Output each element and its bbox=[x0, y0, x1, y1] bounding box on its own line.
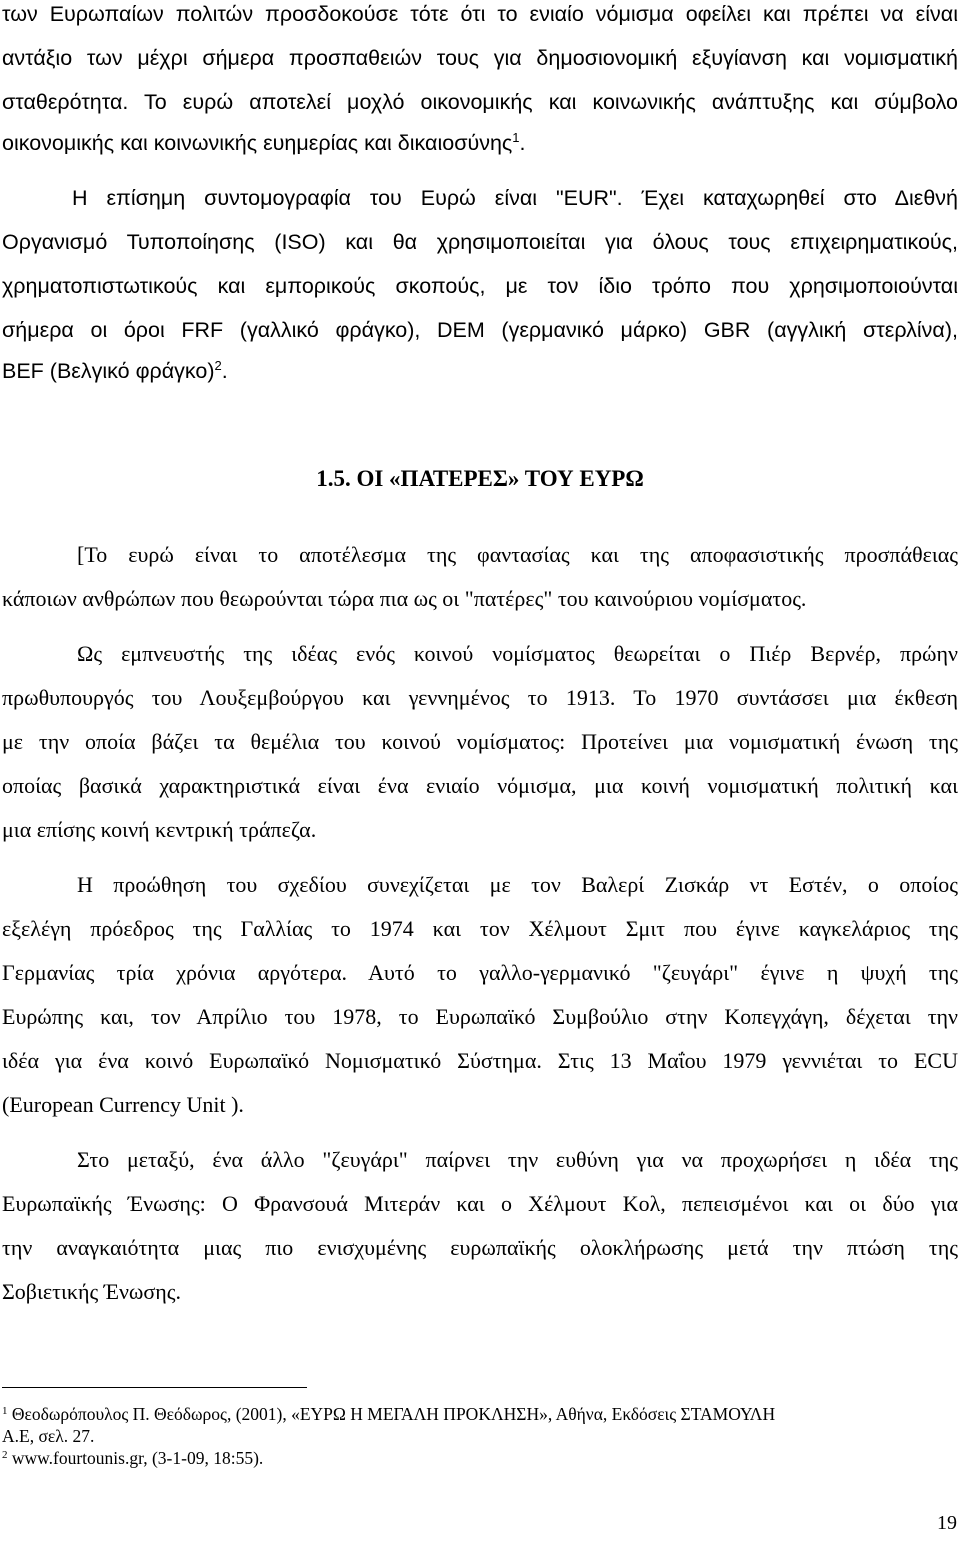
text-line: ιδέα για ένα κοινό Ευρωπαϊκό Νομισματικό Σύστημα. Στις 13 Μαΐου 1979 γεννιέται το ECU bbox=[2, 1048, 958, 1073]
footnote-2 bbox=[2, 1447, 958, 1469]
page-number: 19 bbox=[937, 1512, 957, 1534]
text-line-last: Σοβιετικής Ένωσης. bbox=[2, 1279, 181, 1304]
footnote-text: Θεοδωρόπουλος Π. Θεόδωρος, (2001), «ΕΥΡΩ Η ΜΕΓΑΛΗ ΠΡΟΚΛΗΣΗ», Αθήνα, Εκδόσεις ΣΤΑΜΟΥΛΗ bbox=[11, 1404, 776, 1424]
text-line: με την οποία βάζει τα θεμέλια του κοινού νομίσματος: Προτείνει μια νομισματική ένωση της bbox=[2, 729, 958, 754]
footnote-ref-2: 2 bbox=[214, 358, 222, 373]
text-line: [Το ευρώ είναι το αποτέλεσμα της φαντασίας και της αποφασιστικής προσπάθειας bbox=[77, 542, 958, 567]
footnote-marker: 2 bbox=[2, 1449, 8, 1461]
text-line: Στο μεταξύ, ένα άλλο "ζευγάρι" παίρνει την ευθύνη για να προχωρήσει η ιδέα της bbox=[77, 1147, 958, 1172]
footnote-1 bbox=[2, 1403, 958, 1425]
footnote-marker: 1 bbox=[2, 1405, 8, 1417]
footnote-ref-1: 1 bbox=[512, 130, 520, 145]
text-line: σήμερα οι όροι FRF (γαλλικό φράγκο), DEM (γερμανικό μάρκο) GBR (αγγλική στερλίνα), bbox=[2, 318, 958, 342]
text-line: Η επίσημη συντομογραφία του Ευρώ είναι "EUR". Έχει καταχωρηθεί στο Διεθνή bbox=[72, 186, 958, 210]
section-heading: 1.5. ΟΙ «ΠΑΤΕΡΕΣ» ΤΟΥ ΕΥΡΩ bbox=[316, 466, 644, 491]
text-line-last: μια επίσης κοινή κεντρική τράπεζα. bbox=[2, 817, 317, 842]
text-line: Ως εμπνευστής της ιδέας ενός κοινού νομίσματος θεωρείται ο Πιέρ Βερνέρ, πρώην bbox=[77, 641, 958, 666]
text-line-last: κάποιων ανθρώπων που θεωρούνται τώρα πια ως οι "πατέρες" του καινούριου νομίσματος. bbox=[2, 586, 807, 611]
text-line: την αναγκαιότητα μιας πιο ενισχυμένης ευρωπαϊκής ολοκλήρωσης μετά την πτώση της bbox=[2, 1235, 958, 1260]
text-line-last bbox=[2, 129, 958, 157]
text-fragment: BEF (Βελγικό φράγκο) bbox=[2, 359, 215, 383]
text-line: εξελέγη πρόεδρος της Γαλλίας το 1974 και τον Χέλμουτ Σμιτ που έγινε καγκελάριος της bbox=[2, 916, 958, 941]
text-line: Γερμανίας τρία χρόνια αργότερα. Αυτό το γαλλο-γερμανικό "ζευγάρι" έγινε η ψυχή της bbox=[2, 960, 958, 985]
text-line: των Ευρωπαίων πολιτών προσδοκούσε τότε ότι το ενιαίο νόμισμα οφείλει και πρέπει να είναι bbox=[2, 2, 958, 26]
text-fragment: . bbox=[519, 131, 526, 155]
text-line: Ευρωπαϊκής Ένωσης: Ο Φρανσουά Μιτεράν και ο Χέλμουτ Κολ, πεπεισμένοι και οι δύο για bbox=[2, 1191, 958, 1216]
footnote-1-continued: Α.Ε, σελ. 27. bbox=[2, 1426, 95, 1446]
text-line-last bbox=[2, 357, 958, 385]
text-line: αντάξιο των μέχρι σήμερα προσπαθειών τους για δημοσιονομική εξυγίανση και νομισματική bbox=[2, 46, 958, 70]
text-line: χρηματοπιστωτικούς και εμπορικούς σκοπούς, με τον ίδιο τρόπο που χρησιμοποιούνται bbox=[2, 274, 958, 298]
text-line: Οργανισμό Τυποποίησης (ISO) και θα χρησιμοποιείται για όλους τους επιχειρηματικούς, bbox=[2, 230, 958, 254]
text-line: Η προώθηση του σχεδίου συνεχίζεται με τον Βαλερί Ζισκάρ ντ Εστέν, ο οποίος bbox=[77, 872, 958, 897]
text-line: πρωθυπουργός του Λουξεμβούργου και γεννημένος το 1913. Το 1970 συντάσσει μια έκθεση bbox=[2, 685, 958, 710]
text-line: σταθερότητα. Το ευρώ αποτελεί μοχλό οικονομικής και κοινωνικής ανάπτυξης και σύμβολο bbox=[2, 90, 958, 114]
footnote-separator bbox=[2, 1387, 307, 1388]
text-fragment: . bbox=[221, 359, 228, 383]
text-fragment: οικονομικής και κοινωνικής ευημερίας και δικαιοσύνης bbox=[2, 131, 513, 155]
text-line-last: (European Currency Unit ). bbox=[2, 1092, 244, 1117]
footnote-text: www.fourtounis.gr, (3-1-09, 18:55). bbox=[11, 1448, 264, 1468]
text-line: οποίας βασικά χαρακτηριστικά είναι ένα ενιαίο νόμισμα, μια κοινή νομισματική πολιτική και bbox=[2, 773, 958, 798]
text-line: Ευρώπης και, τον Απρίλιο του 1978, το Ευρωπαϊκό Συμβούλιο στην Κοπεγχάγη, δέχεται την bbox=[2, 1004, 958, 1029]
